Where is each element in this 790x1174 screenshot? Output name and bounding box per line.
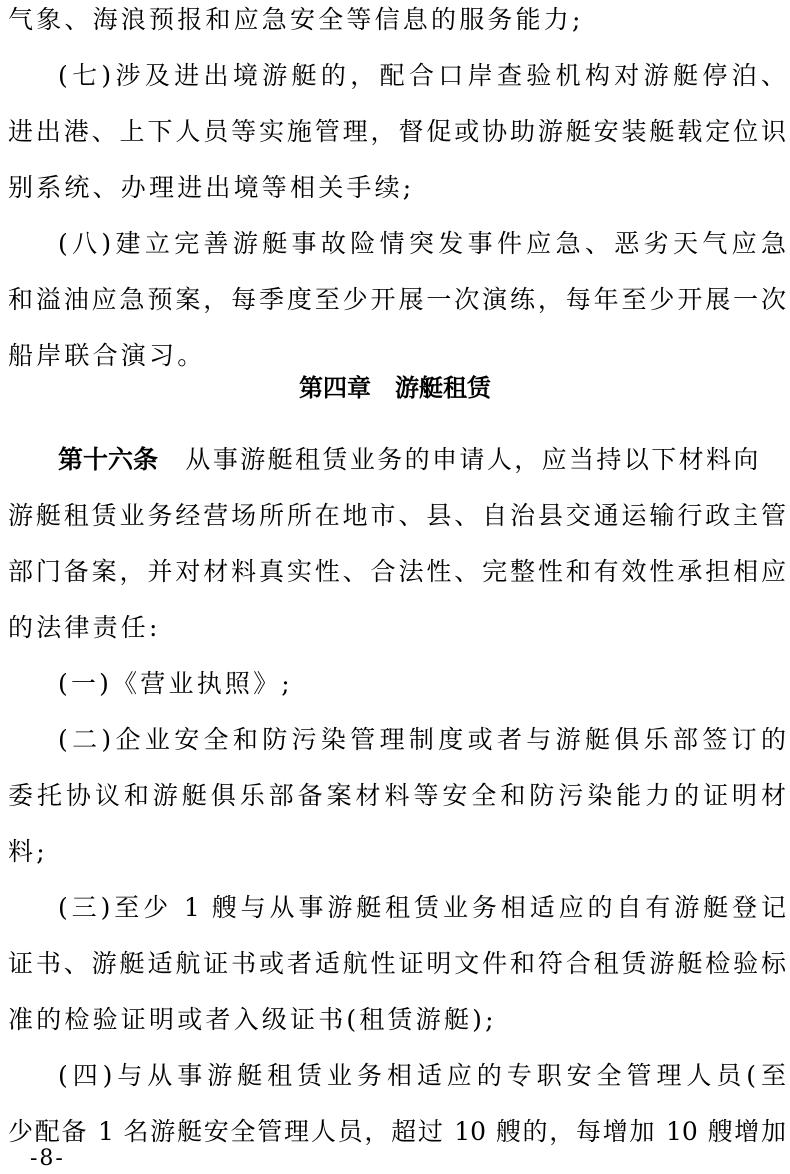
article-text: 从事游艇租赁业务的申请人，应当持以下材料向 — [158, 445, 761, 474]
paragraph-line: 船岸联合演习。 — [8, 341, 206, 370]
paragraph-line: 少配备 1 名游艇安全管理人员，超过 10 艘的，每增加 10 艘增加 — [8, 1117, 786, 1146]
paragraph-line: 证书、游艇适航证书或者适航性证明文件和符合租赁游艇检验标 — [8, 949, 786, 978]
paragraph-line: 和溢油应急预案，每季度至少开展一次演练，每年至少开展一次 — [8, 285, 786, 314]
list-item-8: (八)建立完善游艇事故险情突发事件应急、恶劣天气应急 — [58, 229, 786, 258]
paragraph-line: 部门备案，并对材料真实性、合法性、完整性和有效性承担相应 — [8, 557, 786, 586]
list-item-7: (七)涉及进出境游艇的，配合口岸查验机构对游艇停泊、 — [58, 61, 786, 90]
paragraph-line: 准的检验证明或者入级证书(租赁游艇); — [8, 1005, 497, 1034]
paragraph-line: 进出港、上下人员等实施管理，督促或协助游艇安装艇载定位识 — [8, 117, 786, 146]
list-item-1: (一)《营业执照》; — [58, 669, 293, 698]
article-number: 第十六条 — [58, 445, 159, 474]
paragraph-line: 的法律责任: — [8, 613, 161, 642]
paragraph-line: 委托协议和游艇俱乐部备案材料等安全和防污染能力的证明材 — [8, 781, 786, 810]
paragraph-line: 游艇租赁业务经营场所所在地市、县、自治县交通运输行政主管 — [8, 501, 786, 530]
page-number: -8- — [30, 1146, 65, 1171]
list-item-3: (三)至少 1 艘与从事游艇租赁业务相适应的自有游艇登记 — [58, 893, 786, 922]
paragraph-line: 别系统、办理进出境等相关手续; — [8, 173, 415, 202]
article-16-first-line — [58, 444, 786, 476]
paragraph-line: 气象、海浪预报和应急安全等信息的服务能力; — [8, 5, 584, 34]
chapter-heading: 第四章 游艇租赁 — [299, 374, 491, 402]
paragraph-line: 料; — [8, 837, 48, 866]
list-item-2: (二)企业安全和防污染管理制度或者与游艇俱乐部签订的 — [58, 725, 786, 754]
list-item-4: (四)与从事游艇租赁业务相适应的专职安全管理人员(至 — [58, 1061, 786, 1090]
